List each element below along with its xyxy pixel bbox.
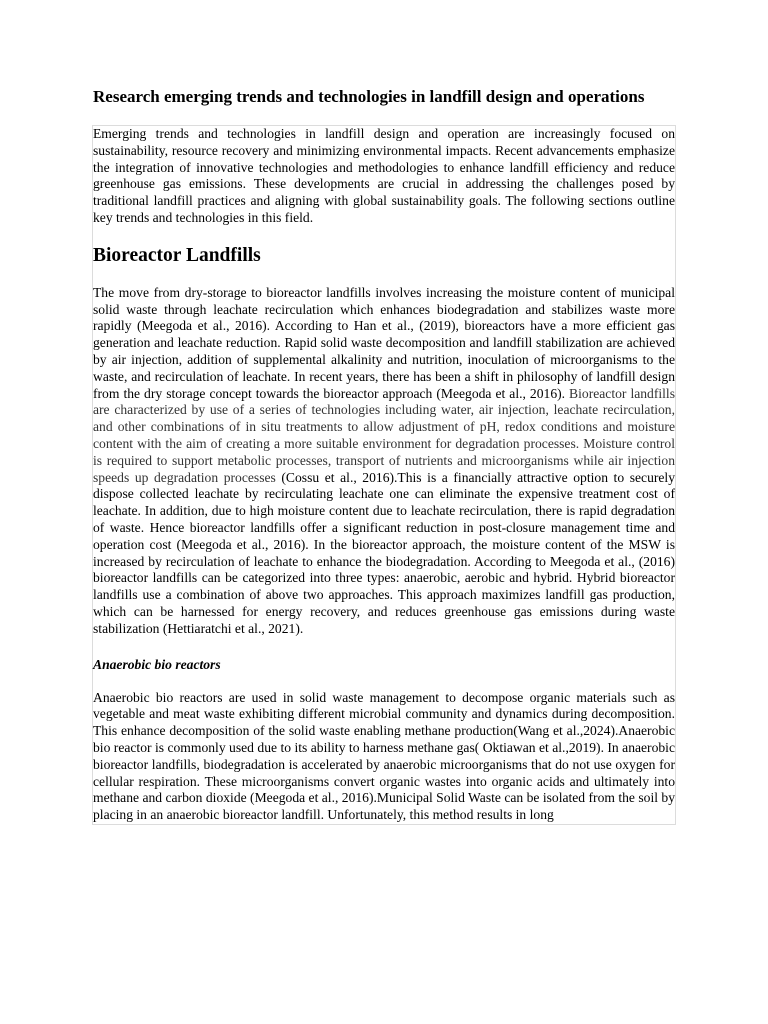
bioreactor-text-part-3: (Cossu et al., 2016).This is a financially attractive option to securely dispose collected leachate by recirculating leachate one can eliminate the expensive treatment cost of leachate. In addition, due to high moisture content due to leachate recirculation, there is rapid degradation of waste. Hence bioreactor landfills offer a significant reduction in post-closure management time and operation cost (Meegoda et al., 2016). In the bioreactor approach, the moisture content of the MSW is increased by recirculation of leachate to enhance the biodegradation. According to Meegoda et al., (2016) bioreactor landfills can be categorized into three types: anaerobic, aerobic and hybrid. Hybrid bioreactor landfills use a combination of above two approaches. This approach maximizes landfill gas production, which can be harnessed for energy recovery, and reduces greenhouse gas emissions during waste stabilization (Hettiaratchi et al., 2021).	[93, 469, 675, 636]
section-heading-bioreactor: Bioreactor Landfills	[93, 244, 261, 266]
intro-paragraph: Emerging trends and technologies in landfill design and operation are increasingly focused on sustainability, resource recovery and minimizing environmental impacts. Recent advancements emphasize the integration of innovative technologies and methodologies to enhance landfill efficiency and reduce greenhouse gas emissions. These developments are crucial in addressing the challenges posed by traditional landfill practices and aligning with global sustainability goals. The following sections outline key trends and technologies in this field.	[93, 126, 675, 225]
subsection-heading-anaerobic: Anaerobic bio reactors	[93, 656, 221, 672]
document-page	[93, 86, 675, 825]
bioreactor-text-part-2: Bioreactor landfills are characterized by use of a series of technologies including water, air injection, leachate recirculation, and other combinations of in situ treatments to allow adjustment of pH, redox conditions and moisture content with the aim of creating a more suitable environment for degradation processes. Moisture control is required to support metabolic processes, transport of nutrients and microorganisms while air injection speeds up degradation processes	[93, 385, 675, 485]
anaerobic-paragraph: Anaerobic bio reactors are used in solid waste management to decompose organic materials such as vegetable and meat waste exhibiting different microbial community and dynamics during decomposition. This enhance decomposition of the solid waste enabling methane production(Wang et al.,2024).Anaerobic bio reactor is commonly used due to its ability to harness methane gas( Oktiawan et al.,2019). In anaerobic bioreactor landfills, biodegradation is accelerated by anaerobic microorganisms that do not use oxygen for cellular respiration. These microorganisms convert organic wastes into organic acids and ultimately into methane and carbon dioxide (Meegoda et al., 2016).Municipal Solid Waste can be isolated from the soil by placing in an anaerobic bioreactor landfill. Unfortunately, this method results in long	[93, 689, 675, 823]
document-body	[92, 125, 676, 825]
bioreactor-text-part-1: The move from dry-storage to bioreactor landfills involves increasing the moisture content of municipal solid waste through leachate recirculation which enhances biodegradation and stabilizes waste more rapidly (Meegoda et al., 2016). According to Han et al., (2019), bioreactors have a more efficient gas generation and leachate reduction. Rapid solid waste decomposition and landfill stabilization are achieved by air injection, addition of supplemental alkalinity and nutrition, inoculation of microorganisms to the waste, and recirculation of leachate. In recent years, there has been a shift in philosophy of landfill design from the dry storage concept towards the bioreactor approach (Meegoda et al., 2016).	[93, 284, 675, 401]
document-title: Research emerging trends and technologies in landfill design and operations	[93, 87, 645, 106]
bioreactor-paragraph	[93, 285, 675, 638]
